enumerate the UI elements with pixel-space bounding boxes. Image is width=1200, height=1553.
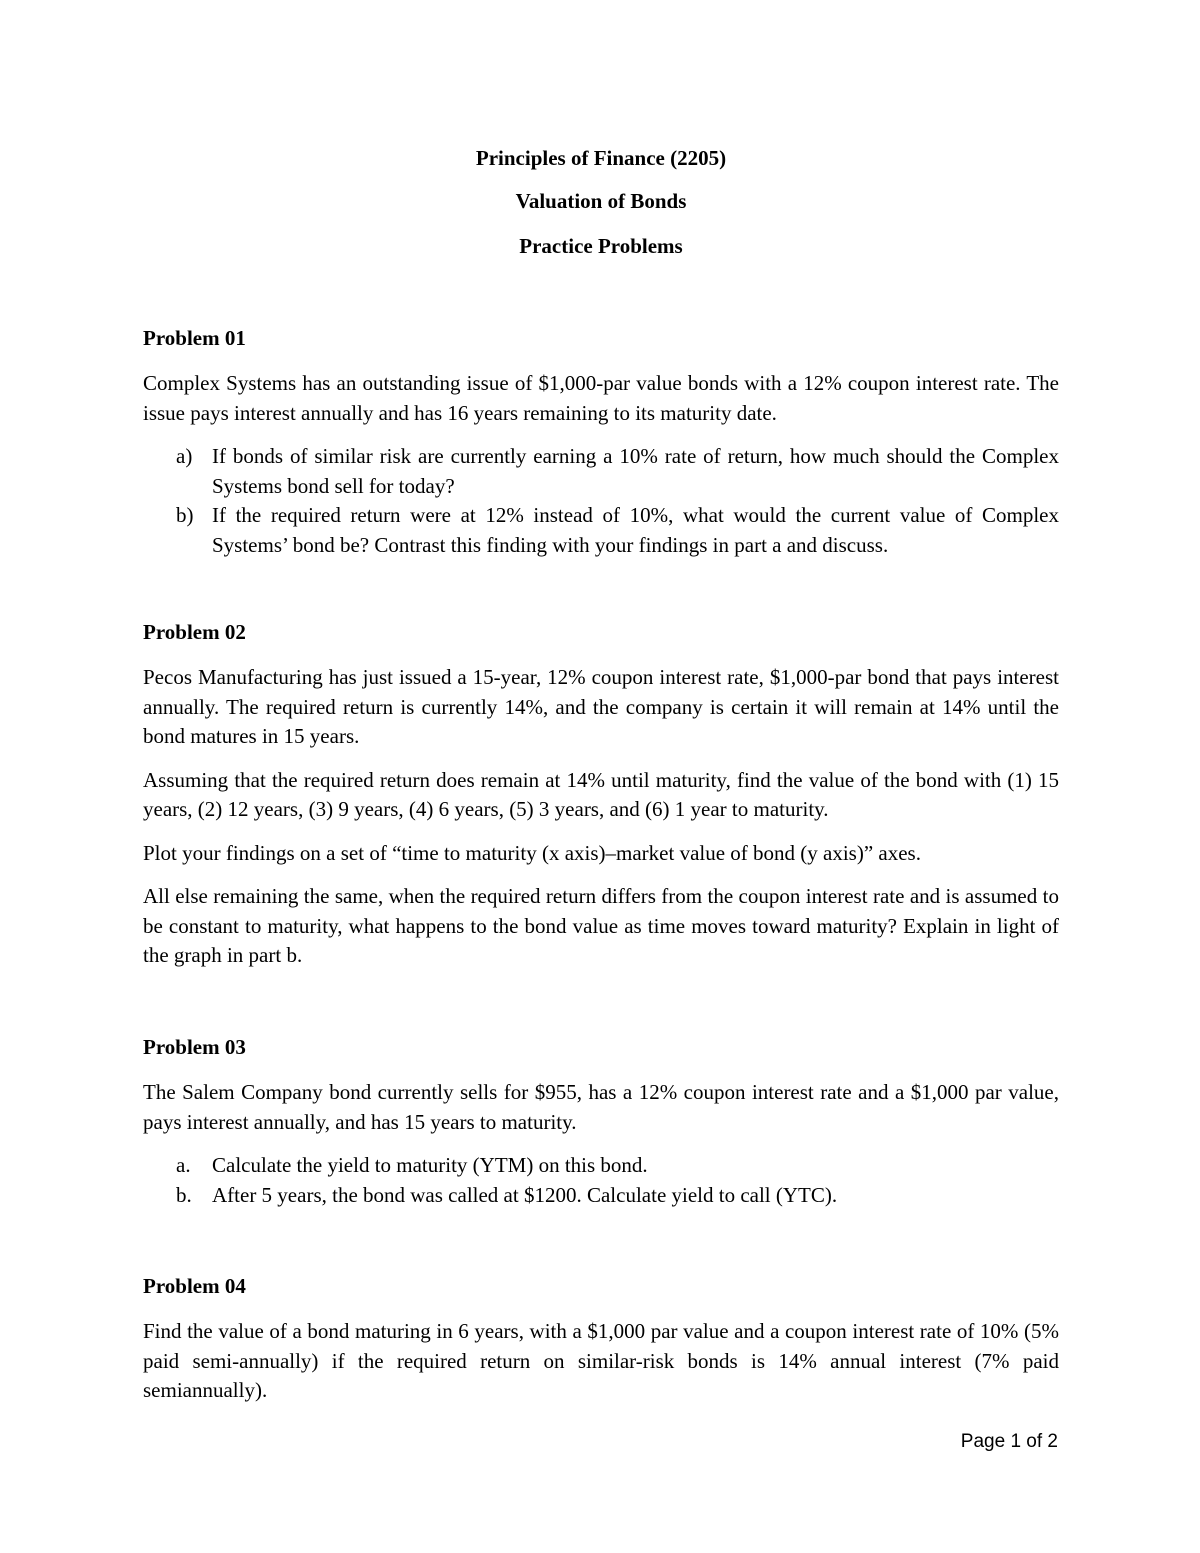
list-item-text: If bonds of similar risk are currently earning a 10% rate of return, how much should the Complex Systems bond sell for today? [212, 444, 1059, 498]
document-subtitle: Practice Problems [519, 234, 683, 258]
list-item [143, 1151, 1059, 1181]
problem-parts [143, 1151, 1059, 1210]
list-item [143, 1181, 1059, 1211]
list-marker: b) [176, 503, 194, 527]
list-marker: b. [176, 1182, 192, 1207]
list-item-text: If the required return were at 12% instead of 10%, what would the current value of Complex Systems’ bond be? Contrast this finding with your findings in part a and discuss. [212, 503, 1059, 557]
page-number: Page 1 of 2 [960, 1431, 1058, 1452]
problem-03 [143, 1034, 1059, 1210]
list-item [143, 501, 1059, 560]
problem-intro: Complex Systems has an outstanding issue of $1,000-par value bonds with a 12% coupon interest rate. The issue pays interest annually and has 16 years remaining to its maturity date. [143, 371, 1059, 425]
problem-title: Problem 02 [143, 620, 246, 644]
list-item [143, 442, 1059, 501]
document-title: Valuation of Bonds [515, 189, 687, 213]
problem-intro: The Salem Company bond currently sells for $955, has a 12% coupon interest rate and a $1,000 par value, pays interest annually, and has 15 years to maturity. [143, 1080, 1059, 1134]
problem-title: Problem 03 [143, 1035, 246, 1059]
list-item-text: Calculate the yield to maturity (YTM) on this bond. [212, 1153, 648, 1177]
list-item-text: After 5 years, the bond was called at $1200. Calculate yield to call (YTC). [212, 1182, 838, 1207]
problem-paragraph: Pecos Manufacturing has just issued a 15-year, 12% coupon interest rate, $1,000-par bond that pays interest annually. The required return is currently 14%, and the company is certain it will remain at 14% until the bond matures in 15 years. [143, 665, 1059, 748]
problem-04 [143, 1273, 1059, 1420]
problem-paragraph: Assuming that the required return does remain at 14% until maturity, find the value of the bond with (1) 15 years, (2) 12 years, (3) 9 years, (4) 6 years, (5) 3 years, and (6) 1 year to maturity. [143, 767, 1059, 821]
list-marker: a) [176, 444, 193, 468]
list-marker: a. [176, 1153, 191, 1177]
problem-paragraph: Plot your findings on a set of “time to maturity (x axis)–market value of bond (y axis)” axes. [143, 840, 921, 865]
problem-intro: Find the value of a bond maturing in 6 years, with a $1,000 par value and a coupon interest rate of 10% (5% paid semi-annually) if the required return on similar-risk bonds is 14% annual interest (7% paid semiannually). [143, 1319, 1059, 1402]
problem-title: Problem 04 [143, 1274, 246, 1298]
problem-paragraph: All else remaining the same, when the required return differs from the coupon interest rate and is assumed to be constant to maturity, what happens to the bond value as time moves toward maturity? Explain in light of the graph in part b. [143, 884, 1059, 967]
problem-01 [143, 325, 1059, 560]
course-title: Principles of Finance (2205) [475, 146, 727, 170]
problem-parts [143, 442, 1059, 560]
problem-title: Problem 01 [143, 326, 246, 350]
problem-02 [143, 619, 1059, 985]
